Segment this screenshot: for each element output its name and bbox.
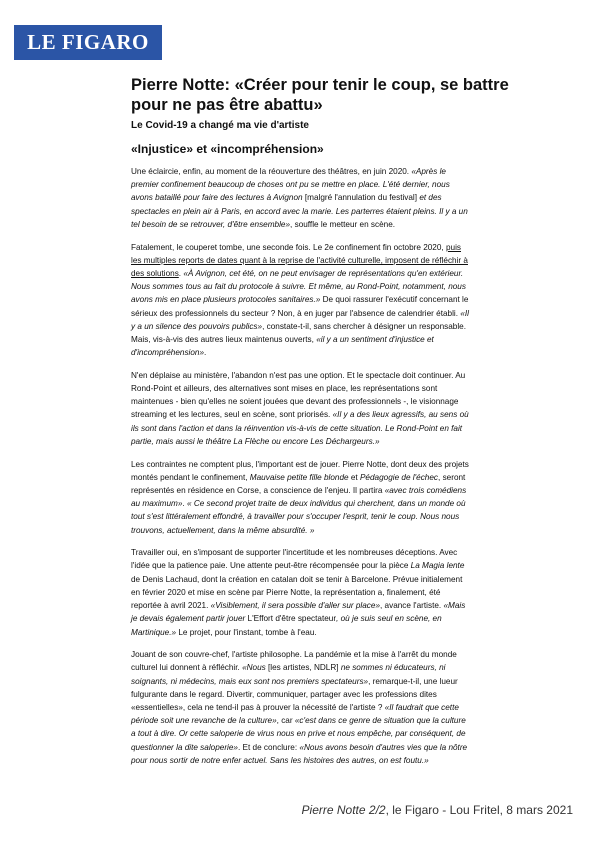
p5-run-4: , avance l'artiste.	[380, 601, 444, 611]
p3-run-0: N'en déplaise au ministère, l'abandon n'est pas une option. Et le spectacle doit continuer. Au Rond-Point et ailleurs, des alternatives sont mises en place, les représentations sont maintenues - bien qu'elles ne soient jouées que devant des professionnels -, le visionnage streaming et les lectures, seul en scène, sont priorisés.	[131, 370, 466, 420]
p4-run-2: et	[348, 472, 360, 482]
p5-run-2: de Denis Lachaud, dont la création en catalan doit se tenir à Barcelone. Prévue initialement en février 2020 et mise en scène par Pierre Notte, la représentation a, finalement, été reportée à avril 2021.	[131, 574, 463, 611]
paragraph-1	[131, 165, 471, 231]
p5-run-6: L'Effort d'être spectateur	[245, 614, 337, 624]
p1-run-0: Une éclaircie, enfin, au moment de la réouverture des théâtres, en juin 2020.	[131, 167, 412, 176]
article-body	[131, 165, 471, 777]
paragraph-2	[131, 241, 471, 360]
p4-run-4: , seront représentés en résidence en Corse, a conscience de l'enjeu. Il partira	[131, 472, 466, 495]
p5-run-5: «Mais je devais également partir jouer	[131, 601, 466, 624]
p4-run-1: Mauvaise petite fille blonde	[249, 472, 349, 482]
p6-run-2: [les artistes, NDLR]	[265, 663, 341, 673]
p6-run-4: , remarque-t-il, une lueur fulgurante dans le regard. Divertir, communiquer, partager avec les professions dites «essentielles», cela ne tend-il pas à prouver la nécessité de l'artiste ?	[131, 676, 458, 713]
p2-run-2: .	[178, 268, 184, 278]
paragraph-3	[131, 369, 471, 448]
p6-run-7: «c'est dans ce genre de situation que la culture a tout à dire. Or cette saloperie de virus nous en prive et nous empêche, par conséquent, de questionner la dite saloperie»	[131, 716, 466, 752]
p5-run-7: , où je suis seul en scène, en Martinique.»	[131, 614, 442, 637]
page-footer	[302, 803, 573, 817]
p4-run-0: Les contraintes ne comptent plus, l'important est de jouer. Pierre Notte, dont deux des projets montés pendant le confinement,	[131, 459, 469, 482]
p6-run-1: «Nous	[242, 663, 266, 673]
paragraph-5	[131, 546, 471, 638]
p6-run-5: «Il faudrait que cette période soit une revanche de la culture»	[131, 703, 459, 726]
article-title: Pierre Notte: «Créer pour tenir le coup, se battre pour ne pas être abattu»	[131, 76, 509, 114]
p2-run-5: «Il y a un silence des pouvoirs publics»	[131, 308, 469, 331]
p6-run-3: ne sommes ni éducateurs, ni soignants, ni médecins, mais eux sont nos premiers spectateurs»	[131, 663, 446, 686]
p2-run-8: .	[204, 348, 207, 358]
section-heading: «Injustice» et «incompréhension»	[131, 142, 324, 156]
p3-run-1: «Il y a des lieux agressifs, au sens où ils sont dans l'action et dans la réinvention vis-à-vis de cette situation. Le Rond-Point en fait partie, mais aussi le théâtre La Flèche ou encore Les Déchargeurs.»	[131, 410, 469, 446]
paragraph-4	[131, 458, 471, 537]
p5-run-8: Le projet, pour l'instant, tombe à l'eau.	[176, 627, 317, 637]
footer-name: Pierre Notte 2/2	[301, 803, 386, 817]
p4-run-6: .	[182, 499, 187, 509]
p5-run-3: «Visiblement, il sera possible d'aller sur place»	[210, 601, 380, 611]
p1-run-1: «Après le premier confinement beaucoup de choses ont pu se mettre en place. L'été dernier, nous avons bataillé pour faire des lectures à Avignon	[131, 167, 450, 203]
p5-run-1: La Magia lente	[410, 561, 465, 571]
p2-run-6: , constate-t-il, sans chercher à désigner un responsable. Mais, vis-à-vis des autres lieux maintenus ouverts,	[131, 321, 466, 344]
p2-run-1: puis les multiples reports de dates quant à la reprise de l'activité culturelle, imposent de réfléchir à des solutions	[131, 242, 468, 278]
p5-run-0: Travailler oui, en s'imposant de supporter l'incertitude et les nombreuses déceptions. Avec l'idée que la patience paie. Une attente peut-être récompensée pour la pièce	[131, 548, 458, 571]
p1-run-3: et des spectacles en plein air à Paris, en accord avec la marie. Les parterres étaient pleins. Il y a un tel besoin de se retrouver, d'être ensemble»	[131, 193, 468, 229]
paragraph-6	[131, 648, 471, 767]
p2-run-0: Fatalement, le couperet tombe, une seconde fois. Le 2e confinement fin octobre 2020,	[131, 242, 446, 252]
p1-run-4: , souffle le metteur en scène.	[290, 219, 396, 229]
p2-run-4: De quoi rassurer l'exécutif concernant le sérieux des professionnels du secteur ? Non, à en juger par l'absence de calendrier établi.	[131, 295, 469, 318]
p6-run-0: Jouant de son couvre-chef, l'artiste philosophe. La pandémie et la mise à l'arrêt du monde culturel lui donnent à réfléchir.	[131, 650, 457, 673]
p6-run-8: . Et de conclure:	[237, 742, 300, 752]
p6-run-9: «Nous avons besoin d'autres vies que la nôtre pour nous sortir de notre enfer actuel. Sans les histoires des autres, on est foutu.»	[131, 742, 468, 765]
p1-run-2: [malgré l'annulation du festival]	[302, 193, 420, 203]
le-figaro-logo: LE FIGARO	[14, 25, 162, 60]
p4-run-5: «avec trois comédiens au maximum»	[131, 485, 467, 509]
article-kicker: Le Covid-19 a changé ma vie d'artiste	[131, 120, 309, 131]
p2-run-7: «il y a un sentiment d'injustice et d'incompréhension»	[131, 334, 434, 358]
p6-run-6: , car	[276, 716, 295, 726]
footer-source: , le Figaro - Lou Fritel, 8 mars 2021	[385, 803, 573, 817]
p2-run-3: «À Avignon, cet été, on ne peut envisager de représentations qu'en extérieur. Nous sommes tous au fait du protocole à suivre. Et même, au Rond-Point, notamment, nous avons mis en place plusieurs protocoles sanitaires.»	[131, 268, 466, 305]
p4-run-7: « Ce second projet traite de deux individus qui cherchent, dans un monde où tout s'est littéralement effondré, à travailler pour s'occuper l'esprit, tenir le coup. Nous nous trouvons, actuellement, dans la même absurdité. »	[131, 499, 466, 535]
p4-run-3: Pédagogie de l'échec	[359, 472, 439, 482]
